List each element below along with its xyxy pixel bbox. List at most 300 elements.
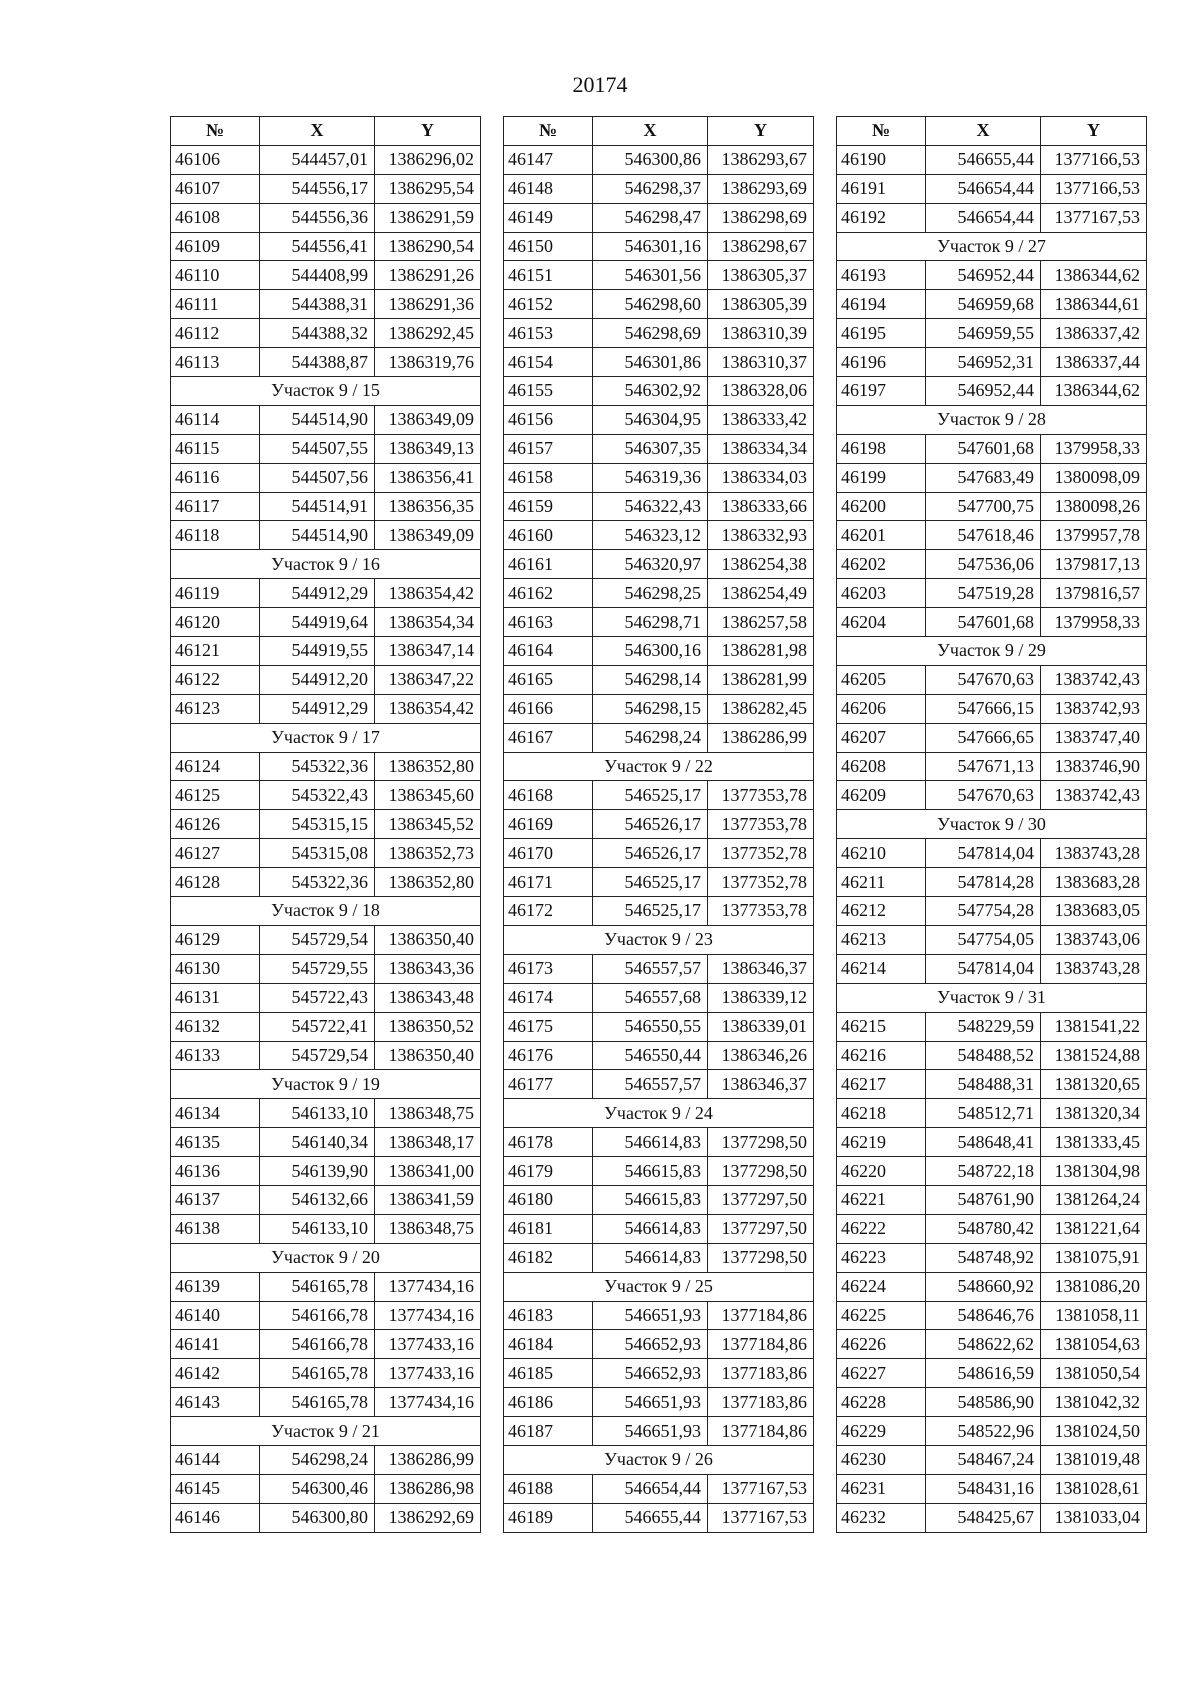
x-coordinate-cell: 544912,29 bbox=[260, 579, 375, 608]
x-coordinate-cell: 548722,18 bbox=[926, 1157, 1041, 1186]
y-coordinate-cell: 1386350,40 bbox=[375, 925, 481, 954]
point-number-cell: 46120 bbox=[171, 608, 260, 637]
x-coordinate-cell: 544919,64 bbox=[260, 608, 375, 637]
x-coordinate-cell: 546301,56 bbox=[593, 261, 708, 290]
table-row bbox=[837, 290, 1147, 319]
y-coordinate-cell: 1386344,62 bbox=[1041, 261, 1147, 290]
y-coordinate-cell: 1379817,13 bbox=[1041, 550, 1147, 579]
y-coordinate-cell: 1386292,69 bbox=[375, 1503, 481, 1532]
y-coordinate-cell: 1377167,53 bbox=[708, 1474, 814, 1503]
table-row bbox=[837, 781, 1147, 810]
column-header-x: X bbox=[593, 117, 708, 146]
point-number-cell: 46198 bbox=[837, 434, 926, 463]
y-coordinate-cell: 1386337,44 bbox=[1041, 348, 1147, 377]
point-number-cell: 46228 bbox=[837, 1388, 926, 1417]
point-number-cell: 46229 bbox=[837, 1417, 926, 1446]
point-number-cell: 46163 bbox=[504, 608, 593, 637]
point-number-cell: 46193 bbox=[837, 261, 926, 290]
point-number-cell: 46205 bbox=[837, 665, 926, 694]
x-coordinate-cell: 546322,43 bbox=[593, 492, 708, 521]
point-number-cell: 46225 bbox=[837, 1301, 926, 1330]
table-row bbox=[504, 954, 814, 983]
y-coordinate-cell: 1386352,73 bbox=[375, 839, 481, 868]
point-number-cell: 46149 bbox=[504, 203, 593, 232]
x-coordinate-cell: 546300,80 bbox=[260, 1503, 375, 1532]
y-coordinate-cell: 1386298,67 bbox=[708, 232, 814, 261]
point-number-cell: 46182 bbox=[504, 1243, 593, 1272]
x-coordinate-cell: 547754,28 bbox=[926, 897, 1041, 926]
point-number-cell: 46111 bbox=[171, 290, 260, 319]
y-coordinate-cell: 1377184,86 bbox=[708, 1330, 814, 1359]
x-coordinate-cell: 546298,37 bbox=[593, 174, 708, 203]
table-row bbox=[171, 492, 481, 521]
y-coordinate-cell: 1386349,13 bbox=[375, 434, 481, 463]
table-row bbox=[837, 752, 1147, 781]
y-coordinate-cell: 1386319,76 bbox=[375, 348, 481, 377]
x-coordinate-cell: 546165,78 bbox=[260, 1272, 375, 1301]
y-coordinate-cell: 1383742,43 bbox=[1041, 665, 1147, 694]
point-number-cell: 46114 bbox=[171, 405, 260, 434]
y-coordinate-cell: 1380098,26 bbox=[1041, 492, 1147, 521]
table-row bbox=[837, 463, 1147, 492]
table-row bbox=[171, 1301, 481, 1330]
table-row bbox=[504, 1041, 814, 1070]
x-coordinate-cell: 546301,86 bbox=[593, 348, 708, 377]
y-coordinate-cell: 1377298,50 bbox=[708, 1128, 814, 1157]
x-coordinate-cell: 546557,68 bbox=[593, 983, 708, 1012]
x-coordinate-cell: 546298,60 bbox=[593, 290, 708, 319]
table-row bbox=[504, 983, 814, 1012]
table-row bbox=[171, 637, 481, 666]
table-row bbox=[504, 377, 814, 406]
x-coordinate-cell: 546140,34 bbox=[260, 1128, 375, 1157]
table-row bbox=[504, 405, 814, 434]
point-number-cell: 46207 bbox=[837, 723, 926, 752]
point-number-cell: 46221 bbox=[837, 1185, 926, 1214]
table-row bbox=[837, 1417, 1147, 1446]
x-coordinate-cell: 544457,01 bbox=[260, 145, 375, 174]
table-row bbox=[171, 752, 481, 781]
y-coordinate-cell: 1381320,65 bbox=[1041, 1070, 1147, 1099]
y-coordinate-cell: 1381333,45 bbox=[1041, 1128, 1147, 1157]
point-number-cell: 46127 bbox=[171, 839, 260, 868]
point-number-cell: 46128 bbox=[171, 868, 260, 897]
y-coordinate-cell: 1386350,40 bbox=[375, 1041, 481, 1070]
y-coordinate-cell: 1377298,50 bbox=[708, 1243, 814, 1272]
point-number-cell: 46206 bbox=[837, 694, 926, 723]
point-number-cell: 46153 bbox=[504, 319, 593, 348]
y-coordinate-cell: 1386310,39 bbox=[708, 319, 814, 348]
section-title: Участок 9 / 24 bbox=[504, 1099, 814, 1128]
x-coordinate-cell: 547700,75 bbox=[926, 492, 1041, 521]
section-row bbox=[837, 232, 1147, 261]
table-row bbox=[171, 839, 481, 868]
table-row bbox=[837, 319, 1147, 348]
section-row bbox=[504, 1445, 814, 1474]
table-row bbox=[171, 1099, 481, 1128]
point-number-cell: 46191 bbox=[837, 174, 926, 203]
point-number-cell: 46230 bbox=[837, 1445, 926, 1474]
y-coordinate-cell: 1386254,38 bbox=[708, 550, 814, 579]
x-coordinate-cell: 547666,65 bbox=[926, 723, 1041, 752]
table-row bbox=[837, 1301, 1147, 1330]
point-number-cell: 46178 bbox=[504, 1128, 593, 1157]
y-coordinate-cell: 1386354,42 bbox=[375, 579, 481, 608]
y-coordinate-cell: 1386295,54 bbox=[375, 174, 481, 203]
x-coordinate-cell: 546298,24 bbox=[593, 723, 708, 752]
y-coordinate-cell: 1377297,50 bbox=[708, 1214, 814, 1243]
y-coordinate-cell: 1386354,42 bbox=[375, 694, 481, 723]
x-coordinate-cell: 546550,55 bbox=[593, 1012, 708, 1041]
x-coordinate-cell: 548586,90 bbox=[926, 1388, 1041, 1417]
x-coordinate-cell: 544388,31 bbox=[260, 290, 375, 319]
y-coordinate-cell: 1386293,69 bbox=[708, 174, 814, 203]
x-coordinate-cell: 546525,17 bbox=[593, 868, 708, 897]
y-coordinate-cell: 1381304,98 bbox=[1041, 1157, 1147, 1186]
section-row bbox=[504, 1272, 814, 1301]
x-coordinate-cell: 546550,44 bbox=[593, 1041, 708, 1070]
y-coordinate-cell: 1377434,16 bbox=[375, 1388, 481, 1417]
point-number-cell: 46113 bbox=[171, 348, 260, 377]
y-coordinate-cell: 1377184,86 bbox=[708, 1417, 814, 1446]
point-number-cell: 46196 bbox=[837, 348, 926, 377]
x-coordinate-cell: 546614,83 bbox=[593, 1243, 708, 1272]
table-row bbox=[504, 781, 814, 810]
y-coordinate-cell: 1377166,53 bbox=[1041, 174, 1147, 203]
table-row bbox=[171, 145, 481, 174]
table-row bbox=[837, 694, 1147, 723]
table-row bbox=[504, 839, 814, 868]
y-coordinate-cell: 1386346,37 bbox=[708, 954, 814, 983]
x-coordinate-cell: 546651,93 bbox=[593, 1417, 708, 1446]
table-header-row bbox=[504, 117, 814, 146]
y-coordinate-cell: 1386291,26 bbox=[375, 261, 481, 290]
x-coordinate-cell: 546298,47 bbox=[593, 203, 708, 232]
table-row bbox=[171, 319, 481, 348]
table-row bbox=[171, 1330, 481, 1359]
section-title: Участок 9 / 31 bbox=[837, 983, 1147, 1012]
y-coordinate-cell: 1386349,09 bbox=[375, 405, 481, 434]
table-row bbox=[171, 1503, 481, 1532]
point-number-cell: 46136 bbox=[171, 1157, 260, 1186]
point-number-cell: 46157 bbox=[504, 434, 593, 463]
y-coordinate-cell: 1381054,63 bbox=[1041, 1330, 1147, 1359]
table-row bbox=[504, 348, 814, 377]
y-coordinate-cell: 1386344,62 bbox=[1041, 377, 1147, 406]
point-number-cell: 46129 bbox=[171, 925, 260, 954]
coordinate-table-middle bbox=[503, 116, 814, 1533]
section-title: Участок 9 / 16 bbox=[171, 550, 481, 579]
x-coordinate-cell: 544514,91 bbox=[260, 492, 375, 521]
section-row bbox=[171, 723, 481, 752]
table-row bbox=[171, 1041, 481, 1070]
x-coordinate-cell: 546302,92 bbox=[593, 377, 708, 406]
y-coordinate-cell: 1377353,78 bbox=[708, 810, 814, 839]
table-row bbox=[837, 1388, 1147, 1417]
x-coordinate-cell: 545322,43 bbox=[260, 781, 375, 810]
y-coordinate-cell: 1381050,54 bbox=[1041, 1359, 1147, 1388]
x-coordinate-cell: 546615,83 bbox=[593, 1185, 708, 1214]
point-number-cell: 46118 bbox=[171, 521, 260, 550]
x-coordinate-cell: 544408,99 bbox=[260, 261, 375, 290]
x-coordinate-cell: 546654,44 bbox=[926, 203, 1041, 232]
table-row bbox=[171, 925, 481, 954]
x-coordinate-cell: 546526,17 bbox=[593, 810, 708, 839]
x-coordinate-cell: 546614,83 bbox=[593, 1214, 708, 1243]
table-row bbox=[837, 723, 1147, 752]
y-coordinate-cell: 1383742,43 bbox=[1041, 781, 1147, 810]
point-number-cell: 46154 bbox=[504, 348, 593, 377]
y-coordinate-cell: 1386345,60 bbox=[375, 781, 481, 810]
y-coordinate-cell: 1386346,26 bbox=[708, 1041, 814, 1070]
point-number-cell: 46226 bbox=[837, 1330, 926, 1359]
table-row bbox=[171, 665, 481, 694]
y-coordinate-cell: 1377352,78 bbox=[708, 868, 814, 897]
x-coordinate-cell: 546952,44 bbox=[926, 377, 1041, 406]
column-header-number: № bbox=[171, 117, 260, 146]
table-row bbox=[837, 1157, 1147, 1186]
x-coordinate-cell: 548622,62 bbox=[926, 1330, 1041, 1359]
y-coordinate-cell: 1377352,78 bbox=[708, 839, 814, 868]
table-row bbox=[504, 1301, 814, 1330]
point-number-cell: 46199 bbox=[837, 463, 926, 492]
column-header-x: X bbox=[260, 117, 375, 146]
y-coordinate-cell: 1381086,20 bbox=[1041, 1272, 1147, 1301]
point-number-cell: 46144 bbox=[171, 1445, 260, 1474]
x-coordinate-cell: 544556,17 bbox=[260, 174, 375, 203]
y-coordinate-cell: 1386286,99 bbox=[708, 723, 814, 752]
table-row bbox=[171, 1012, 481, 1041]
table-row bbox=[837, 579, 1147, 608]
y-coordinate-cell: 1383743,28 bbox=[1041, 839, 1147, 868]
y-coordinate-cell: 1381058,11 bbox=[1041, 1301, 1147, 1330]
y-coordinate-cell: 1381524,88 bbox=[1041, 1041, 1147, 1070]
y-coordinate-cell: 1386298,69 bbox=[708, 203, 814, 232]
x-coordinate-cell: 544912,29 bbox=[260, 694, 375, 723]
table-row bbox=[171, 261, 481, 290]
section-title: Участок 9 / 22 bbox=[504, 752, 814, 781]
x-coordinate-cell: 546655,44 bbox=[593, 1503, 708, 1532]
table-row bbox=[171, 1474, 481, 1503]
table-row bbox=[504, 810, 814, 839]
x-coordinate-cell: 545315,08 bbox=[260, 839, 375, 868]
x-coordinate-cell: 547536,06 bbox=[926, 550, 1041, 579]
point-number-cell: 46134 bbox=[171, 1099, 260, 1128]
y-coordinate-cell: 1377433,16 bbox=[375, 1330, 481, 1359]
y-coordinate-cell: 1386334,34 bbox=[708, 434, 814, 463]
section-title: Участок 9 / 28 bbox=[837, 405, 1147, 434]
table-row bbox=[504, 1388, 814, 1417]
x-coordinate-cell: 546301,16 bbox=[593, 232, 708, 261]
y-coordinate-cell: 1377434,16 bbox=[375, 1272, 481, 1301]
point-number-cell: 46176 bbox=[504, 1041, 593, 1070]
table-row bbox=[837, 1272, 1147, 1301]
table-row bbox=[837, 839, 1147, 868]
point-number-cell: 46168 bbox=[504, 781, 593, 810]
x-coordinate-cell: 548488,31 bbox=[926, 1070, 1041, 1099]
x-coordinate-cell: 546615,83 bbox=[593, 1157, 708, 1186]
section-title: Участок 9 / 27 bbox=[837, 232, 1147, 261]
y-coordinate-cell: 1386305,39 bbox=[708, 290, 814, 319]
point-number-cell: 46166 bbox=[504, 694, 593, 723]
y-coordinate-cell: 1381541,22 bbox=[1041, 1012, 1147, 1041]
x-coordinate-cell: 547670,63 bbox=[926, 665, 1041, 694]
x-coordinate-cell: 546307,35 bbox=[593, 434, 708, 463]
section-row bbox=[504, 925, 814, 954]
x-coordinate-cell: 546323,12 bbox=[593, 521, 708, 550]
point-number-cell: 46223 bbox=[837, 1243, 926, 1272]
point-number-cell: 46162 bbox=[504, 579, 593, 608]
y-coordinate-cell: 1383683,05 bbox=[1041, 897, 1147, 926]
point-number-cell: 46112 bbox=[171, 319, 260, 348]
table-row bbox=[837, 665, 1147, 694]
y-coordinate-cell: 1377167,53 bbox=[708, 1503, 814, 1532]
table-row bbox=[504, 1474, 814, 1503]
y-coordinate-cell: 1383747,40 bbox=[1041, 723, 1147, 752]
table-row bbox=[837, 348, 1147, 377]
table-row bbox=[171, 954, 481, 983]
table-row bbox=[171, 579, 481, 608]
y-coordinate-cell: 1377434,16 bbox=[375, 1301, 481, 1330]
y-coordinate-cell: 1386291,36 bbox=[375, 290, 481, 319]
point-number-cell: 46122 bbox=[171, 665, 260, 694]
x-coordinate-cell: 544507,55 bbox=[260, 434, 375, 463]
table-row bbox=[171, 1214, 481, 1243]
x-coordinate-cell: 545729,55 bbox=[260, 954, 375, 983]
x-coordinate-cell: 546557,57 bbox=[593, 954, 708, 983]
section-row bbox=[171, 1243, 481, 1272]
column-header-y: Y bbox=[375, 117, 481, 146]
section-title: Участок 9 / 15 bbox=[171, 377, 481, 406]
x-coordinate-cell: 546651,93 bbox=[593, 1301, 708, 1330]
point-number-cell: 46181 bbox=[504, 1214, 593, 1243]
table-row bbox=[504, 174, 814, 203]
point-number-cell: 46187 bbox=[504, 1417, 593, 1446]
point-number-cell: 46179 bbox=[504, 1157, 593, 1186]
x-coordinate-cell: 545315,15 bbox=[260, 810, 375, 839]
table-header-row bbox=[171, 117, 481, 146]
table-row bbox=[837, 608, 1147, 637]
x-coordinate-cell: 548512,71 bbox=[926, 1099, 1041, 1128]
point-number-cell: 46138 bbox=[171, 1214, 260, 1243]
point-number-cell: 46133 bbox=[171, 1041, 260, 1070]
table-row bbox=[837, 1474, 1147, 1503]
x-coordinate-cell: 546652,93 bbox=[593, 1330, 708, 1359]
table-row bbox=[504, 434, 814, 463]
table-row bbox=[504, 261, 814, 290]
x-coordinate-cell: 548522,96 bbox=[926, 1417, 1041, 1446]
point-number-cell: 46119 bbox=[171, 579, 260, 608]
table-row bbox=[504, 1330, 814, 1359]
table-row bbox=[504, 232, 814, 261]
table-row bbox=[504, 1503, 814, 1532]
y-coordinate-cell: 1386348,75 bbox=[375, 1099, 481, 1128]
table-row bbox=[504, 203, 814, 232]
table-row bbox=[171, 781, 481, 810]
x-coordinate-cell: 547814,28 bbox=[926, 868, 1041, 897]
y-coordinate-cell: 1386328,06 bbox=[708, 377, 814, 406]
y-coordinate-cell: 1386348,17 bbox=[375, 1128, 481, 1157]
section-row bbox=[171, 897, 481, 926]
table-row bbox=[837, 203, 1147, 232]
x-coordinate-cell: 546165,78 bbox=[260, 1359, 375, 1388]
point-number-cell: 46216 bbox=[837, 1041, 926, 1070]
section-title: Участок 9 / 20 bbox=[171, 1243, 481, 1272]
y-coordinate-cell: 1381320,34 bbox=[1041, 1099, 1147, 1128]
table-row bbox=[504, 550, 814, 579]
x-coordinate-cell: 548648,41 bbox=[926, 1128, 1041, 1157]
point-number-cell: 46232 bbox=[837, 1503, 926, 1532]
section-row bbox=[171, 1417, 481, 1446]
table-row bbox=[171, 810, 481, 839]
x-coordinate-cell: 546139,90 bbox=[260, 1157, 375, 1186]
table-row bbox=[837, 492, 1147, 521]
x-coordinate-cell: 546952,31 bbox=[926, 348, 1041, 377]
x-coordinate-cell: 547814,04 bbox=[926, 839, 1041, 868]
x-coordinate-cell: 546132,66 bbox=[260, 1185, 375, 1214]
y-coordinate-cell: 1377183,86 bbox=[708, 1388, 814, 1417]
table-row bbox=[504, 579, 814, 608]
table-row bbox=[171, 983, 481, 1012]
table-row bbox=[837, 1503, 1147, 1532]
point-number-cell: 46208 bbox=[837, 752, 926, 781]
x-coordinate-cell: 544388,32 bbox=[260, 319, 375, 348]
x-coordinate-cell: 546304,95 bbox=[593, 405, 708, 434]
point-number-cell: 46152 bbox=[504, 290, 593, 319]
y-coordinate-cell: 1380098,09 bbox=[1041, 463, 1147, 492]
table-row bbox=[837, 261, 1147, 290]
table-row bbox=[837, 1128, 1147, 1157]
table-row bbox=[171, 174, 481, 203]
y-coordinate-cell: 1386292,45 bbox=[375, 319, 481, 348]
point-number-cell: 46184 bbox=[504, 1330, 593, 1359]
x-coordinate-cell: 546298,24 bbox=[260, 1445, 375, 1474]
x-coordinate-cell: 548761,90 bbox=[926, 1185, 1041, 1214]
point-number-cell: 46169 bbox=[504, 810, 593, 839]
point-number-cell: 46194 bbox=[837, 290, 926, 319]
point-number-cell: 46213 bbox=[837, 925, 926, 954]
x-coordinate-cell: 548780,42 bbox=[926, 1214, 1041, 1243]
point-number-cell: 46116 bbox=[171, 463, 260, 492]
x-coordinate-cell: 546133,10 bbox=[260, 1214, 375, 1243]
y-coordinate-cell: 1386350,52 bbox=[375, 1012, 481, 1041]
section-title: Участок 9 / 19 bbox=[171, 1070, 481, 1099]
x-coordinate-cell: 546654,44 bbox=[593, 1474, 708, 1503]
table-row bbox=[837, 174, 1147, 203]
x-coordinate-cell: 546298,25 bbox=[593, 579, 708, 608]
y-coordinate-cell: 1379957,78 bbox=[1041, 521, 1147, 550]
table-row bbox=[171, 463, 481, 492]
point-number-cell: 46139 bbox=[171, 1272, 260, 1301]
y-coordinate-cell: 1381264,24 bbox=[1041, 1185, 1147, 1214]
x-coordinate-cell: 546614,83 bbox=[593, 1128, 708, 1157]
y-coordinate-cell: 1386334,03 bbox=[708, 463, 814, 492]
x-coordinate-cell: 546298,69 bbox=[593, 319, 708, 348]
point-number-cell: 46151 bbox=[504, 261, 593, 290]
coordinate-table-left bbox=[170, 116, 481, 1533]
x-coordinate-cell: 546298,14 bbox=[593, 665, 708, 694]
point-number-cell: 46117 bbox=[171, 492, 260, 521]
x-coordinate-cell: 546557,57 bbox=[593, 1070, 708, 1099]
table-row bbox=[837, 925, 1147, 954]
point-number-cell: 46183 bbox=[504, 1301, 593, 1330]
point-number-cell: 46210 bbox=[837, 839, 926, 868]
x-coordinate-cell: 548488,52 bbox=[926, 1041, 1041, 1070]
y-coordinate-cell: 1386344,61 bbox=[1041, 290, 1147, 319]
table-row bbox=[504, 897, 814, 926]
x-coordinate-cell: 548467,24 bbox=[926, 1445, 1041, 1474]
table-row bbox=[837, 1243, 1147, 1272]
